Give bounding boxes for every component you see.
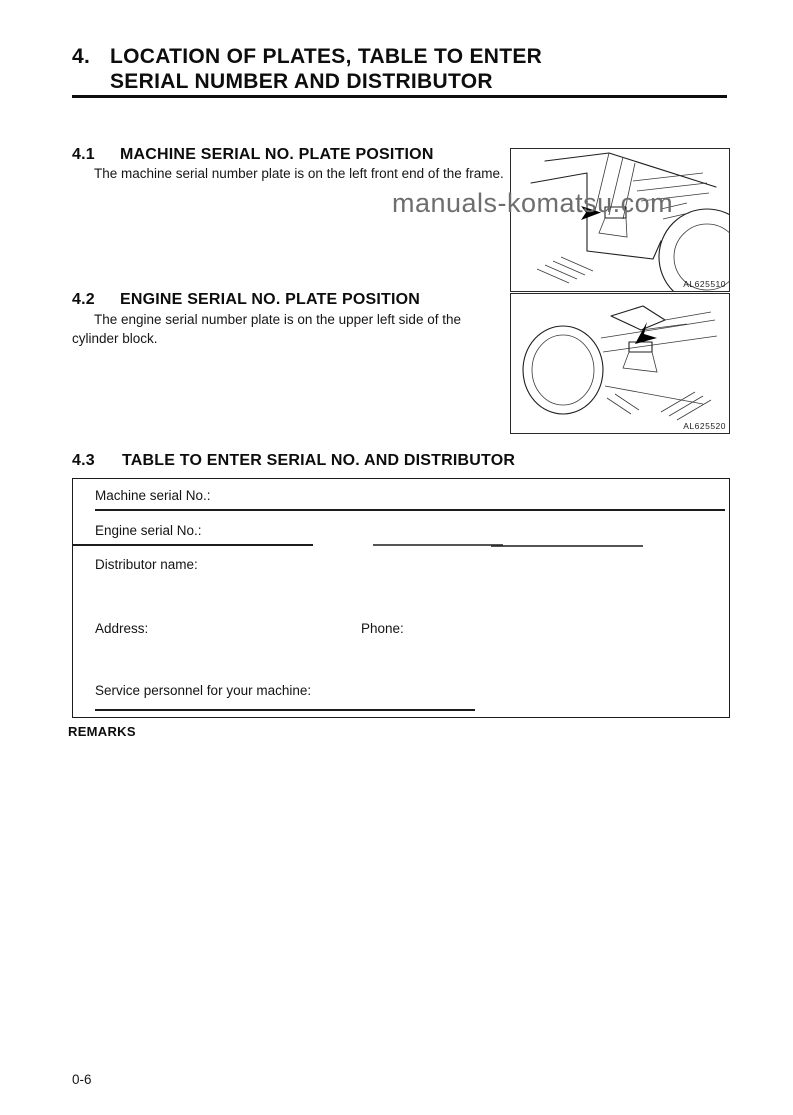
section-title-4-1: MACHINE SERIAL NO. PLATE POSITION xyxy=(120,146,434,163)
section-title-4-2: ENGINE SERIAL NO. PLATE POSITION xyxy=(120,291,421,308)
page-title xyxy=(72,44,672,94)
machine-serial-write-line xyxy=(95,509,725,511)
engine-plate-figure xyxy=(510,293,730,434)
engine-serial-write-line-2 xyxy=(373,544,503,546)
figure-2-label: AL625520 xyxy=(683,421,726,431)
title-divider xyxy=(72,95,727,98)
section-number-4-3: 4.3 xyxy=(72,452,95,469)
title-line-2: SERIAL NUMBER AND DISTRIBUTOR xyxy=(110,70,493,93)
engine-plate-drawing xyxy=(511,294,729,433)
engine-serial-write-line xyxy=(73,544,313,546)
engine-serial-field-label: Engine serial No.: xyxy=(95,523,202,538)
remarks-label: REMARKS xyxy=(68,724,136,739)
service-personnel-write-line xyxy=(95,709,475,711)
section-heading-4-3 xyxy=(72,452,515,470)
address-field-label: Address: xyxy=(95,621,149,636)
figure-1-label: AL625510 xyxy=(683,279,726,289)
section-number-4-1: 4.1 xyxy=(72,146,95,163)
serial-entry-table xyxy=(72,478,730,718)
service-personnel-field-label: Service personnel for your machine: xyxy=(95,683,312,698)
watermark: manuals-komatsu.com xyxy=(392,188,674,218)
phone-field-label: Phone: xyxy=(361,621,404,636)
machine-plate-figure xyxy=(510,148,730,292)
section-title-4-3: TABLE TO ENTER SERIAL NO. AND DISTRIBUTOR xyxy=(122,452,516,469)
section-number-4-2: 4.2 xyxy=(72,291,95,308)
section-heading-4-1 xyxy=(72,146,434,164)
section-body-4-2: The engine serial number plate is on the upper left side of the cylinder block. xyxy=(72,312,461,346)
title-number: 4. xyxy=(72,45,91,68)
title-line-1: LOCATION OF PLATES, TABLE TO ENTER xyxy=(110,45,543,68)
distributor-name-field-label: Distributor name: xyxy=(95,557,198,572)
page-number: 0-6 xyxy=(72,1072,92,1087)
section-body-4-1: The machine serial number plate is on the left front end of the frame. xyxy=(94,166,504,181)
machine-serial-field-label: Machine serial No.: xyxy=(95,488,211,503)
section-heading-4-2 xyxy=(72,291,420,309)
engine-serial-write-line-3 xyxy=(491,545,643,547)
machine-plate-drawing xyxy=(511,149,729,291)
